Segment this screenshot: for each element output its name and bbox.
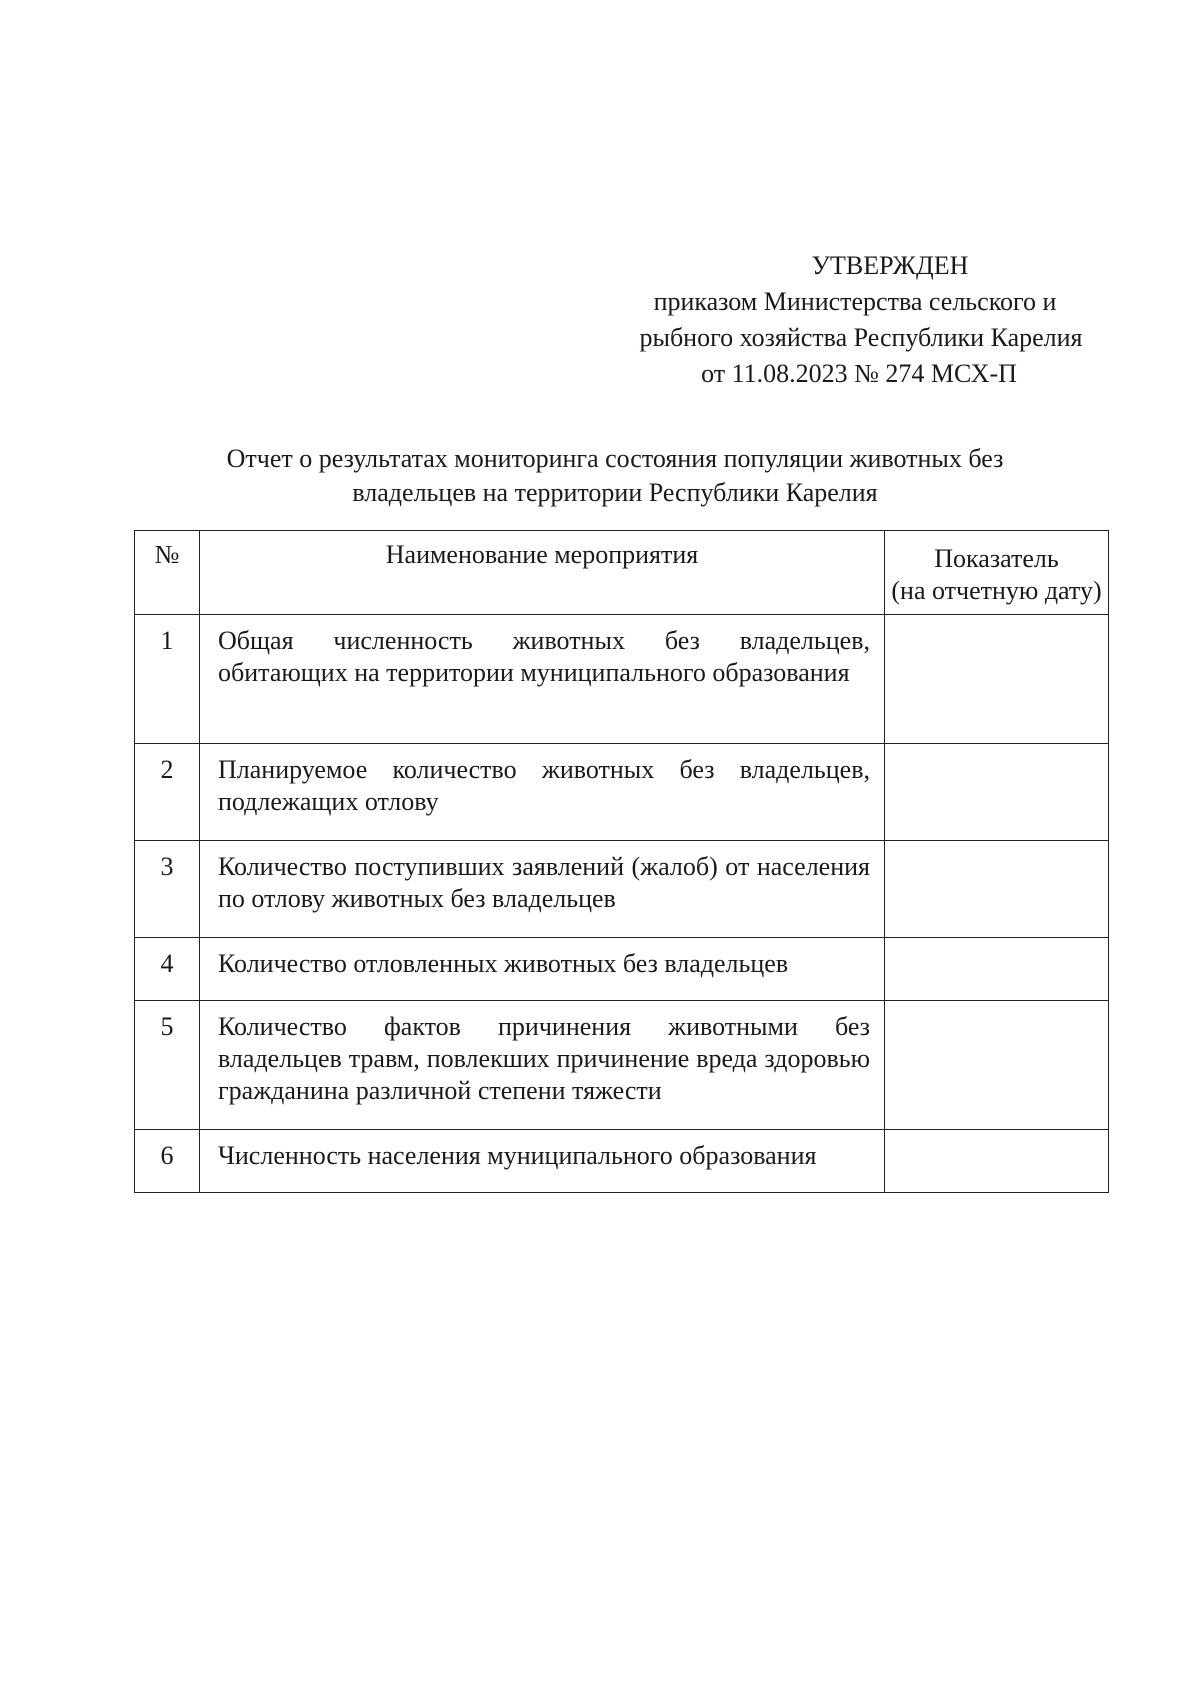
row-indicator-value (885, 615, 1109, 744)
table-row (135, 938, 1109, 1001)
report-title-line-2: владельцев на территории Республики Карелия (352, 478, 878, 507)
approval-line-date-number: от 11.08.2023 № 274 МСХ-П (701, 359, 1017, 388)
row-number: 3 (135, 841, 200, 938)
header-number: № (135, 531, 200, 615)
approval-line-order: приказом Министерства сельского и (653, 287, 1057, 316)
header-indicator-label: Показатель (934, 544, 1059, 573)
header-indicator (885, 531, 1109, 615)
table-row (135, 1130, 1109, 1193)
row-indicator-value (885, 1001, 1109, 1130)
table-header-row (135, 531, 1109, 615)
row-indicator-value (885, 744, 1109, 841)
row-activity-name: Общая численность животных без владельцев, обитающих на территории муниципального образования (200, 615, 885, 744)
row-activity-name: Численность населения муниципального образования (200, 1130, 885, 1193)
table-row (135, 744, 1109, 841)
row-activity-name: Количество поступивших заявлений (жалоб) от населения по отлову животных без владельцев (200, 841, 885, 938)
row-activity-name: Планируемое количество животных без владельцев, подлежащих отлову (200, 744, 885, 841)
row-indicator-value (885, 938, 1109, 1001)
row-number: 4 (135, 938, 200, 1001)
row-activity-name: Количество фактов причинения животными без владельцев травм, повлекших причинение вреда здоровью гражданина различной степени тяжести (200, 1001, 885, 1130)
row-number: 1 (135, 615, 200, 744)
table-row (135, 615, 1109, 744)
approval-block (600, 248, 1110, 392)
row-number: 6 (135, 1130, 200, 1193)
report-table (134, 530, 1109, 1193)
header-indicator-note: (на отчетную дату) (891, 576, 1102, 605)
approval-title: УТВЕРЖДЕН (811, 251, 969, 280)
row-number: 5 (135, 1001, 200, 1130)
report-title (150, 442, 1080, 510)
approval-line-ministry: рыбного хозяйства Республики Карелия (639, 323, 1083, 352)
report-title-line-1: Отчет о результатах мониторинга состояния популяции животных без (226, 444, 1004, 473)
row-activity-name: Количество отловленных животных без владельцев (200, 938, 885, 1001)
table-row (135, 841, 1109, 938)
table-row (135, 1001, 1109, 1130)
header-activity-name: Наименование мероприятия (200, 531, 885, 615)
row-indicator-value (885, 841, 1109, 938)
row-number: 2 (135, 744, 200, 841)
row-indicator-value (885, 1130, 1109, 1193)
